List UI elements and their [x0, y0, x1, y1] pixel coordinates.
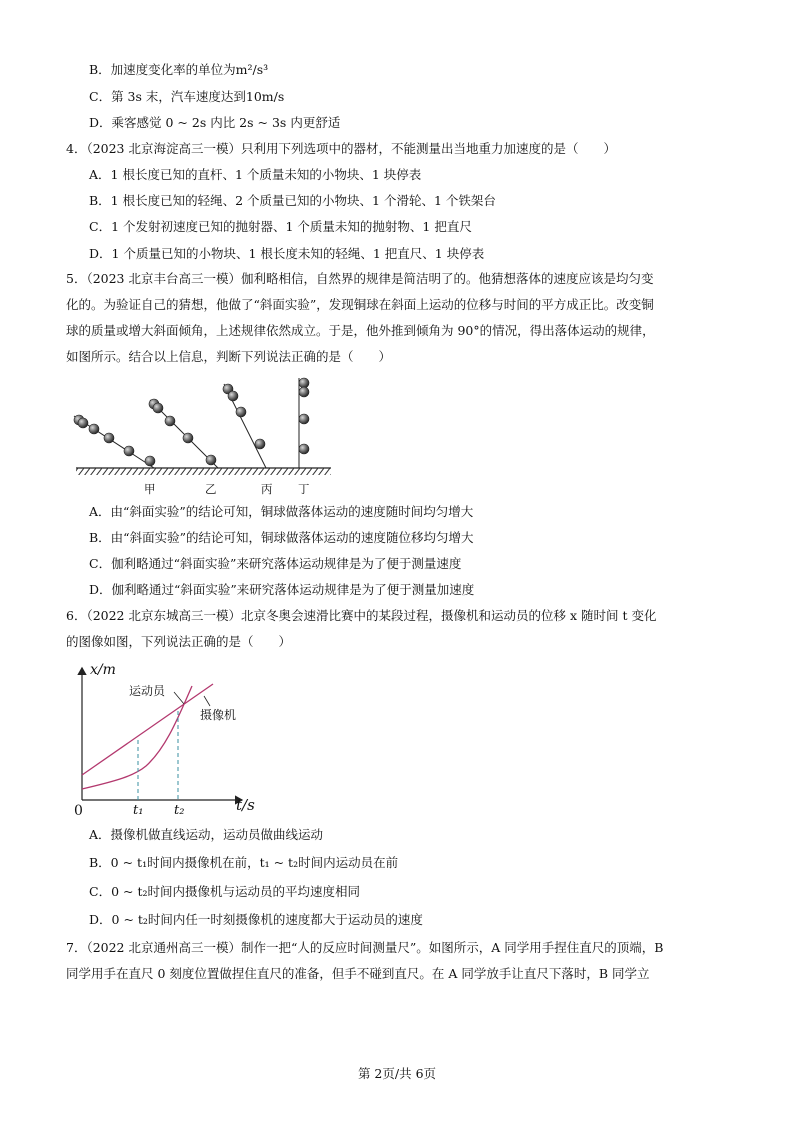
page-footer: 第 2页/共 6页	[357, 1066, 437, 1081]
fig-label-jia: 甲	[144, 482, 156, 496]
q3-option-d: D．乘客感觉 0 ~ 2s 内比 2s ~ 3s 内更舒适	[89, 115, 341, 130]
camera-leader	[204, 696, 210, 706]
q4-option-a: A．1 根长度已知的直杆、1 个质量未知的小物块、1 块停表	[89, 167, 422, 182]
balls-jia	[74, 415, 155, 466]
q4-option-c: C．1 个发射初速度已知的抛射器、1 个质量未知的抛射物、1 把直尺	[89, 219, 472, 234]
q6-option-c: C．0 ~ t₂时间内摄像机与运动员的平均速度相同	[89, 884, 360, 899]
q6-option-a: A．摄像机做直线运动，运动员做曲线运动	[89, 827, 324, 842]
q5-stem-line1: 5．（2023 北京丰台高三一模）伽利略相信，自然界的规律是简洁明了的。他猜想落体的速度应该是均匀变	[66, 271, 654, 286]
q6-stem-line2: 的图像如图，下列说法正确的是（ ）	[66, 634, 292, 649]
q7-stem-line2: 同学用手在直尺 0 刻度位置做捏住直尺的准备，但手不碰到直尺。在 A 同学放手让直尺下落时，B 同学立	[66, 966, 650, 981]
q3-option-b: B．加速度变化率的单位为m²/s³	[89, 62, 269, 77]
q6-stem-line1: 6．（2022 北京东城高三一模）北京冬奥会速滑比赛中的某段过程，摄像机和运动员的位移 x 随时间 t 变化	[66, 608, 657, 623]
q5-option-c: C．伽利略通过“斜面实验”来研究落体运动规律是为了便于测量速度	[89, 556, 462, 571]
q3-option-c: C．第 3s 末，汽车速度达到10m/s	[89, 89, 285, 104]
fig-label-bing: 丙	[261, 482, 273, 496]
graph-t2-label: t₂	[174, 803, 185, 818]
q5-stem-line3: 球的质量或增大斜面倾角，上述规律依然成立。于是，他外推到倾角为 90°的情况，得出落体运动的规律，	[66, 323, 655, 338]
fig-label-ding: 丁	[298, 482, 310, 496]
graph-y-label: x/m	[90, 662, 116, 678]
q4-option-b: B．1 根长度已知的轻绳、2 个质量已知的小物块、1 个滑轮、1 个铁架台	[89, 193, 496, 208]
q6-option-b: B．0 ~ t₁时间内摄像机在前，t₁ ~ t₂时间内运动员在前	[89, 855, 399, 870]
q5-option-d: D．伽利略通过“斜面实验”来研究落体运动规律是为了便于测量加速度	[89, 582, 475, 597]
q4-stem: 4．（2023 北京海淀高三一模）只利用下列选项中的器材，不能测量出当地重力加速度的是（ ）	[66, 141, 616, 156]
graph-x-label: t/s	[236, 796, 255, 814]
q5-option-a: A．由“斜面实验”的结论可知，铜球做落体运动的速度随时间均匀增大	[89, 504, 474, 519]
ground-hatch	[76, 468, 331, 475]
balls-ding	[299, 378, 309, 454]
graph-t1-label: t₁	[133, 803, 144, 818]
q5-stem-line2: 化的。为验证自己的猜想，他做了“斜面实验”，发现铜球在斜面上运动的位移与时间的平方成正比。改变铜	[66, 297, 654, 312]
q4-option-d: D．1 个质量已知的小物块、1 根长度未知的轻绳、1 把直尺、1 块停表	[89, 246, 485, 261]
graph-origin: 0	[74, 803, 83, 819]
athlete-leader	[174, 692, 184, 704]
q5-option-b: B．由“斜面实验”的结论可知，铜球做落体运动的速度随位移均匀增大	[89, 530, 474, 545]
label-athlete: 运动员	[129, 684, 166, 698]
balls-bing	[223, 384, 265, 449]
q6-option-d: D．0 ~ t₂时间内任一时刻摄像机的速度都大于运动员的速度	[89, 912, 423, 927]
label-camera: 摄像机	[200, 708, 237, 722]
q7-stem-line1: 7．（2022 北京通州高三一模）制作一把“人的反应时间测量尺”。如图所示，A 同学用手捏住直尺的顶端，B	[66, 940, 664, 955]
fig-label-yi: 乙	[205, 482, 217, 496]
q5-stem-line4: 如图所示。结合以上信息，判断下列说法正确的是（ ）	[66, 349, 392, 364]
